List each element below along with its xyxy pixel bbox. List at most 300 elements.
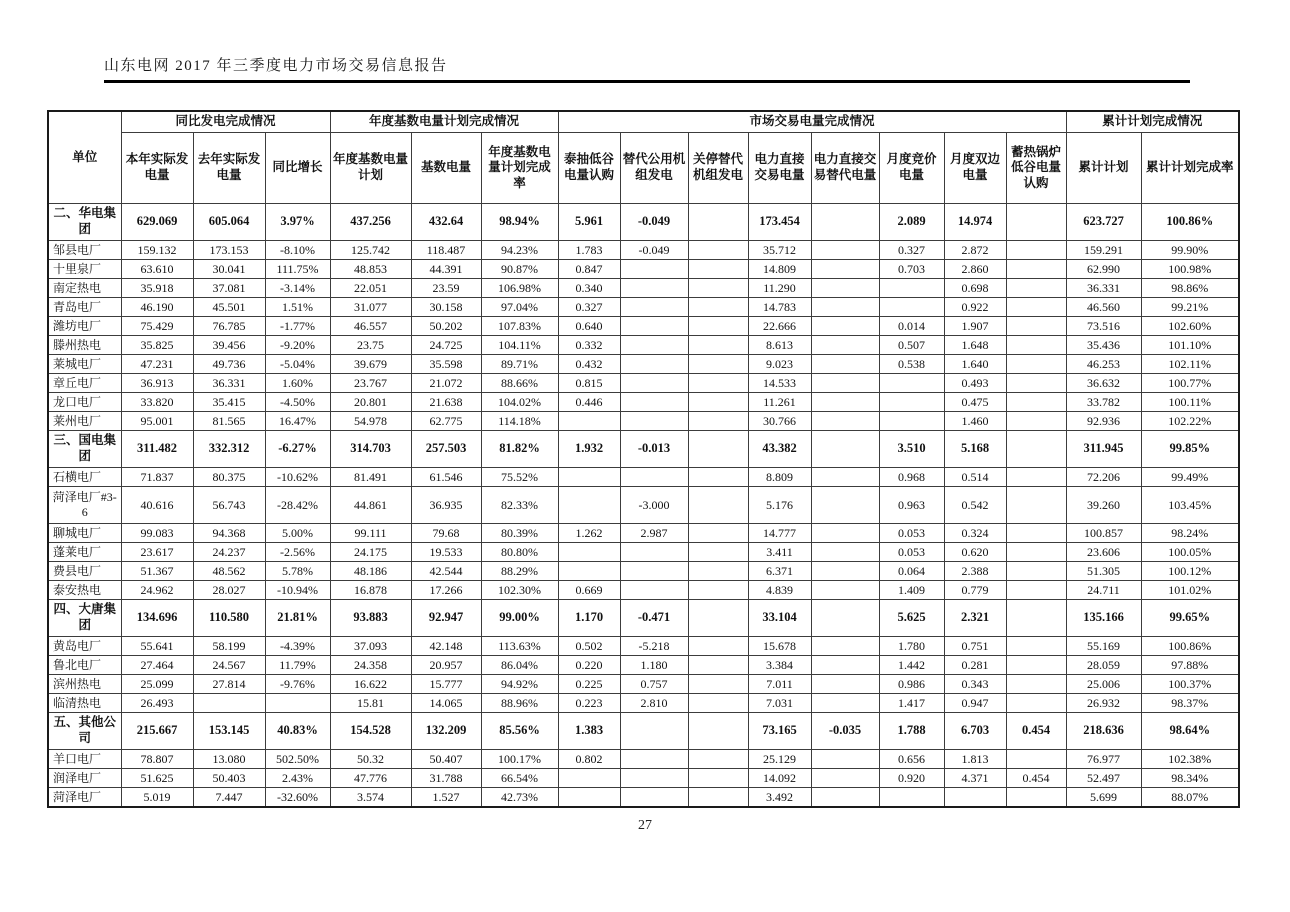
value-cell: -10.94% [265,581,330,600]
value-cell [620,260,688,279]
value-cell: 23.59 [411,279,481,298]
value-cell: 100.17% [481,750,558,769]
value-cell: 23.606 [1066,543,1141,562]
value-cell: 30.158 [411,298,481,317]
value-cell [620,788,688,808]
value-cell: 98.37% [1141,694,1239,713]
value-cell: 42.148 [411,637,481,656]
value-cell: 7.031 [748,694,811,713]
value-cell: 311.945 [1066,431,1141,468]
value-cell: 0.703 [879,260,944,279]
value-cell: 1.442 [879,656,944,675]
value-cell: 35.436 [1066,336,1141,355]
value-cell [811,279,879,298]
value-cell: 0.514 [944,468,1006,487]
col-header: 同比增长 [265,133,330,204]
value-cell: 332.312 [193,431,265,468]
value-cell: 623.727 [1066,204,1141,241]
value-cell: 0.920 [879,769,944,788]
value-cell: 173.454 [748,204,811,241]
value-cell: 27.814 [193,675,265,694]
group-row [48,600,1239,637]
value-cell: 3.97% [265,204,330,241]
value-cell: 44.861 [330,487,411,524]
value-cell: 1.783 [558,241,620,260]
col-header: 本年实际发电量 [121,133,193,204]
value-cell: 95.001 [121,412,193,431]
value-cell: 4.839 [748,581,811,600]
value-cell: 0.432 [558,355,620,374]
value-cell: 11.261 [748,393,811,412]
value-cell: 5.168 [944,431,1006,468]
table-row [48,788,1239,808]
value-cell: 14.777 [748,524,811,543]
col-header: 月度竞价电量 [879,133,944,204]
value-cell [811,656,879,675]
value-cell [1006,675,1066,694]
value-cell: 100.05% [1141,543,1239,562]
table-row [48,656,1239,675]
value-cell: 1.788 [879,713,944,750]
value-cell: 75.429 [121,317,193,336]
value-cell: 0.502 [558,637,620,656]
value-cell: 6.703 [944,713,1006,750]
value-cell: -10.62% [265,468,330,487]
value-cell: 0.324 [944,524,1006,543]
value-cell [811,543,879,562]
value-cell: 2.43% [265,769,330,788]
value-cell: 17.266 [411,581,481,600]
value-cell: 37.093 [330,637,411,656]
value-cell: 22.051 [330,279,411,298]
value-cell: 0.223 [558,694,620,713]
value-cell: 50.407 [411,750,481,769]
value-cell [688,412,748,431]
value-cell: 1.780 [879,637,944,656]
value-cell: 27.464 [121,656,193,675]
col-header: 累计计划 [1066,133,1141,204]
value-cell: 76.977 [1066,750,1141,769]
value-cell: 92.947 [411,600,481,637]
value-cell: 36.331 [193,374,265,393]
value-cell: 0.507 [879,336,944,355]
value-cell: 99.65% [1141,600,1239,637]
value-cell: 135.166 [1066,600,1141,637]
value-cell: 35.415 [193,393,265,412]
value-cell: 26.493 [121,694,193,713]
value-cell: 159.132 [121,241,193,260]
value-cell: 36.632 [1066,374,1141,393]
value-cell [688,656,748,675]
value-cell: 72.206 [1066,468,1141,487]
value-cell: 66.54% [481,769,558,788]
table-row [48,524,1239,543]
value-cell: 81.565 [193,412,265,431]
value-cell: 51.305 [1066,562,1141,581]
value-cell: 58.199 [193,637,265,656]
header-rule [104,80,1190,83]
value-cell: 36.913 [121,374,193,393]
value-cell: 0.225 [558,675,620,694]
value-cell: -3.14% [265,279,330,298]
value-cell: 36.331 [1066,279,1141,298]
value-cell: 173.153 [193,241,265,260]
group-row [48,431,1239,468]
value-cell [1006,412,1066,431]
value-cell: 100.857 [1066,524,1141,543]
value-cell: 2.987 [620,524,688,543]
value-cell [1006,431,1066,468]
col-header: 关停替代机组发电 [688,133,748,204]
col-group-header: 累计计划完成情况 [1066,111,1239,133]
value-cell: 0.620 [944,543,1006,562]
value-cell: 55.169 [1066,637,1141,656]
value-cell: 24.237 [193,543,265,562]
value-cell [1006,487,1066,524]
value-cell: 62.990 [1066,260,1141,279]
value-cell: 106.98% [481,279,558,298]
value-cell: 15.81 [330,694,411,713]
doc-header [104,54,1190,83]
value-cell: 1.262 [558,524,620,543]
value-cell: 3.510 [879,431,944,468]
col-header: 电力直接交易电量 [748,133,811,204]
col-group-header: 市场交易电量完成情况 [558,111,1066,133]
value-cell: -0.049 [620,241,688,260]
value-cell [193,694,265,713]
value-cell [688,204,748,241]
value-cell: 107.83% [481,317,558,336]
value-cell: 88.07% [1141,788,1239,808]
value-cell: 0.343 [944,675,1006,694]
value-cell: 31.788 [411,769,481,788]
value-cell [811,562,879,581]
value-cell: 21.072 [411,374,481,393]
unit-name-cell: 泰安热电 [48,581,121,600]
value-cell: 98.94% [481,204,558,241]
value-cell: 73.516 [1066,317,1141,336]
value-cell: -28.42% [265,487,330,524]
value-cell: 5.78% [265,562,330,581]
value-cell: 33.104 [748,600,811,637]
value-cell: 0.446 [558,393,620,412]
value-cell: 100.86% [1141,204,1239,241]
value-cell [811,412,879,431]
value-cell: 23.767 [330,374,411,393]
value-cell: 6.371 [748,562,811,581]
value-cell [1006,468,1066,487]
value-cell: 0.475 [944,393,1006,412]
value-cell: 16.622 [330,675,411,694]
unit-name-cell: 十里泉厂 [48,260,121,279]
value-cell [688,637,748,656]
unit-name-cell: 莱州电厂 [48,412,121,431]
value-cell [811,487,879,524]
page-number: 27 [638,818,652,833]
value-cell: 2.321 [944,600,1006,637]
value-cell: 0.332 [558,336,620,355]
value-cell: 100.86% [1141,637,1239,656]
value-cell: 25.099 [121,675,193,694]
value-cell: -4.39% [265,637,330,656]
value-cell [265,694,330,713]
table-row [48,487,1239,524]
value-cell [1006,788,1066,808]
value-cell: 0.779 [944,581,1006,600]
value-cell: -32.60% [265,788,330,808]
value-cell: 0.220 [558,656,620,675]
unit-name-cell: 滕州热电 [48,336,121,355]
table-row [48,543,1239,562]
value-cell: 16.878 [330,581,411,600]
value-cell: 46.557 [330,317,411,336]
value-cell: 92.936 [1066,412,1141,431]
value-cell: 80.375 [193,468,265,487]
value-cell [1006,562,1066,581]
value-cell: 5.00% [265,524,330,543]
value-cell [620,412,688,431]
value-cell: 47.231 [121,355,193,374]
value-cell: 629.069 [121,204,193,241]
value-cell [879,279,944,298]
value-cell: 102.38% [1141,750,1239,769]
value-cell: 73.165 [748,713,811,750]
value-cell: 88.29% [481,562,558,581]
value-cell [688,393,748,412]
value-cell: 5.625 [879,600,944,637]
table-row [48,694,1239,713]
value-cell: 61.546 [411,468,481,487]
value-cell [620,298,688,317]
value-cell [688,788,748,808]
value-cell [620,468,688,487]
unit-name-cell: 潍坊电厂 [48,317,121,336]
value-cell: 51.367 [121,562,193,581]
value-cell: 0.053 [879,524,944,543]
value-cell [1006,543,1066,562]
value-cell: -6.27% [265,431,330,468]
value-cell: 20.801 [330,393,411,412]
col-group-header: 同比发电完成情况 [121,111,330,133]
value-cell: 100.77% [1141,374,1239,393]
value-cell [811,298,879,317]
value-cell: 21.81% [265,600,330,637]
value-cell [688,355,748,374]
value-cell: -0.049 [620,204,688,241]
col-header: 泰抽低谷电量认购 [558,133,620,204]
unit-name-cell: 章丘电厂 [48,374,121,393]
value-cell: 0.281 [944,656,1006,675]
col-header: 月度双边电量 [944,133,1006,204]
value-cell: 114.18% [481,412,558,431]
value-cell: 98.34% [1141,769,1239,788]
value-cell: 50.32 [330,750,411,769]
value-cell [1006,241,1066,260]
unit-name-cell: 石横电厂 [48,468,121,487]
unit-name-cell: 黄岛电厂 [48,637,121,656]
unit-name-cell: 聊城电厂 [48,524,121,543]
value-cell: 40.616 [121,487,193,524]
doc-title: 山东电网 2017 年三季度电力市场交易信息报告 [104,58,448,74]
value-cell [688,600,748,637]
table-row [48,241,1239,260]
value-cell: 20.957 [411,656,481,675]
col-header: 年度基数电量计划 [330,133,411,204]
value-cell: 78.807 [121,750,193,769]
value-cell: 24.725 [411,336,481,355]
value-cell: 1.417 [879,694,944,713]
value-cell: 132.209 [411,713,481,750]
value-cell: 432.64 [411,204,481,241]
value-cell: 28.027 [193,581,265,600]
value-cell [688,336,748,355]
value-cell: 25.006 [1066,675,1141,694]
unit-name-cell: 龙口电厂 [48,393,121,412]
value-cell: -1.77% [265,317,330,336]
value-cell: 97.88% [1141,656,1239,675]
unit-name-cell: 菏泽电厂#3-6 [48,487,121,524]
value-cell [1006,600,1066,637]
value-cell [620,562,688,581]
value-cell [811,317,879,336]
value-cell [1006,204,1066,241]
value-cell [1006,298,1066,317]
value-cell [1006,260,1066,279]
value-cell: 102.60% [1141,317,1239,336]
value-cell: 54.978 [330,412,411,431]
value-cell: 44.391 [411,260,481,279]
value-cell: 1.640 [944,355,1006,374]
value-cell: 104.11% [481,336,558,355]
value-cell: 0.656 [879,750,944,769]
value-cell: 88.66% [481,374,558,393]
table-row [48,317,1239,336]
value-cell: 502.50% [265,750,330,769]
table-row [48,769,1239,788]
value-cell [688,241,748,260]
value-cell [688,317,748,336]
value-cell: 125.742 [330,241,411,260]
value-cell: 0.968 [879,468,944,487]
value-cell: 1.170 [558,600,620,637]
value-cell [688,675,748,694]
value-cell [811,600,879,637]
table-row [48,336,1239,355]
value-cell: 0.963 [879,487,944,524]
value-cell: 99.00% [481,600,558,637]
value-cell [811,694,879,713]
value-cell: 81.491 [330,468,411,487]
value-cell: 51.625 [121,769,193,788]
value-cell: 99.85% [1141,431,1239,468]
value-cell [620,279,688,298]
value-cell [1006,279,1066,298]
value-cell: 1.409 [879,581,944,600]
value-cell: 3.492 [748,788,811,808]
value-cell [688,769,748,788]
value-cell: 100.98% [1141,260,1239,279]
table-row [48,355,1239,374]
value-cell [688,374,748,393]
value-cell [879,298,944,317]
value-cell: 0.327 [879,241,944,260]
value-cell: 0.538 [879,355,944,374]
value-cell: 110.580 [193,600,265,637]
value-cell: 14.809 [748,260,811,279]
value-cell: 0.698 [944,279,1006,298]
unit-name-cell: 菏泽电厂 [48,788,121,808]
value-cell [558,788,620,808]
value-cell: -0.471 [620,600,688,637]
value-cell [879,374,944,393]
value-cell: 0.986 [879,675,944,694]
table-row [48,562,1239,581]
value-cell: 2.089 [879,204,944,241]
col-group-header: 年度基数电量计划完成情况 [330,111,558,133]
value-cell: 48.562 [193,562,265,581]
value-cell: 5.699 [1066,788,1141,808]
value-cell: 314.703 [330,431,411,468]
value-cell: 89.71% [481,355,558,374]
group-row [48,204,1239,241]
value-cell: 8.613 [748,336,811,355]
value-cell: 118.487 [411,241,481,260]
power-trading-table [47,110,1240,808]
value-cell: 94.23% [481,241,558,260]
value-cell [811,431,879,468]
table-row [48,412,1239,431]
value-cell [688,298,748,317]
value-cell: 35.918 [121,279,193,298]
table-row [48,279,1239,298]
value-cell: 1.932 [558,431,620,468]
value-cell: 99.111 [330,524,411,543]
value-cell: 1.383 [558,713,620,750]
value-cell [1006,750,1066,769]
value-cell: 218.636 [1066,713,1141,750]
value-cell: 24.711 [1066,581,1141,600]
value-cell [811,637,879,656]
value-cell: 159.291 [1066,241,1141,260]
value-cell [620,581,688,600]
value-cell: -0.013 [620,431,688,468]
table-row [48,468,1239,487]
value-cell: 2.860 [944,260,1006,279]
value-cell [558,487,620,524]
value-cell: 86.04% [481,656,558,675]
value-cell: 0.947 [944,694,1006,713]
value-cell: 11.79% [265,656,330,675]
value-cell: 0.064 [879,562,944,581]
value-cell: 48.853 [330,260,411,279]
value-cell: 99.49% [1141,468,1239,487]
value-cell [811,524,879,543]
value-cell: 0.922 [944,298,1006,317]
value-cell [879,393,944,412]
value-cell [620,750,688,769]
value-cell: 2.388 [944,562,1006,581]
value-cell [1006,393,1066,412]
value-cell [688,581,748,600]
value-cell: 23.75 [330,336,411,355]
value-cell: 3.384 [748,656,811,675]
value-cell: 2.810 [620,694,688,713]
value-cell: 0.053 [879,543,944,562]
table-row [48,374,1239,393]
value-cell [688,543,748,562]
value-cell: 62.775 [411,412,481,431]
value-cell: 11.290 [748,279,811,298]
